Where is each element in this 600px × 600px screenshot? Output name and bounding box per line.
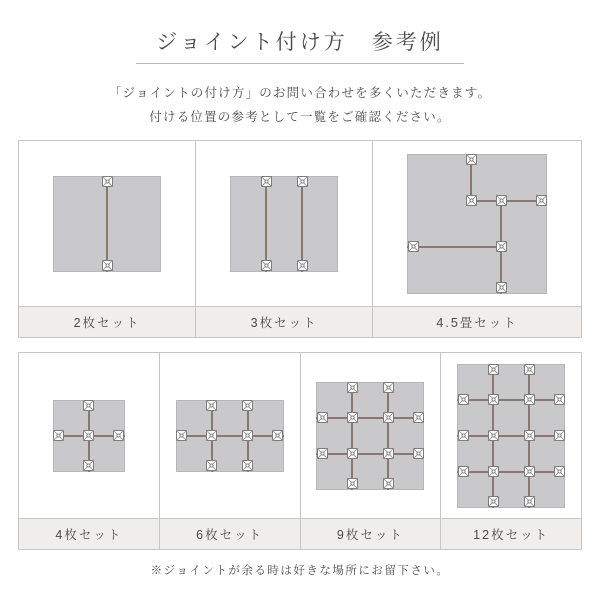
joint-icon <box>524 496 535 507</box>
joint-icon <box>458 466 469 477</box>
joint-icon <box>383 412 394 423</box>
diagram-art-2mat <box>19 141 195 306</box>
mat-layout-3mat <box>230 176 338 272</box>
mat-seam-vertical <box>387 382 389 490</box>
diagram-panel-bottom <box>18 352 582 550</box>
mat-grid <box>407 154 547 294</box>
mat-tile <box>302 176 338 272</box>
diagram-label-9mat: 9枚セット <box>301 518 441 549</box>
diagram-art-12mat <box>441 353 581 518</box>
joint-icon <box>383 448 394 459</box>
joint-icon <box>524 364 535 375</box>
diagram-art-3mat <box>196 141 372 306</box>
mat-tile <box>316 382 424 490</box>
mat-layout-4mat <box>53 400 125 472</box>
mat-grid <box>316 382 424 490</box>
joint-icon <box>317 448 328 459</box>
joint-icon <box>496 241 507 252</box>
joint-icon <box>408 241 419 252</box>
page-title-wrap <box>136 26 464 64</box>
joint-icon <box>466 195 477 206</box>
joint-icon <box>102 176 113 187</box>
page-title: ジョイント付け方 参考例 <box>156 31 444 54</box>
joint-icon <box>496 195 507 206</box>
header <box>0 0 600 130</box>
mat-seam-vertical <box>351 382 353 490</box>
mat-layout-6mat <box>176 400 284 472</box>
mat-seam-horizontal <box>407 246 501 248</box>
diagram-panel-top <box>18 140 582 338</box>
joint-icon <box>488 430 499 441</box>
footer-note: ※ジョイントが余る時は好きな場所にお留下さい。 <box>150 565 450 577</box>
joint-icon <box>383 382 394 393</box>
joint-icon <box>488 394 499 405</box>
joint-icon <box>413 412 424 423</box>
mat-seam-horizontal <box>457 399 565 401</box>
mat-grid <box>176 400 284 472</box>
diagram-label-4mat: 4枚セット <box>19 518 159 549</box>
joint-icon <box>383 478 394 489</box>
joint-icon <box>496 282 507 293</box>
diagram-label-2mat: 2枚セット <box>19 306 195 337</box>
mat-seam-horizontal <box>457 435 565 437</box>
mat-seam-vertical <box>106 176 108 272</box>
joint-icon <box>554 430 565 441</box>
joint-icon <box>113 430 124 441</box>
mat-seam-vertical <box>265 176 267 272</box>
mat-tile <box>266 176 302 272</box>
joint-icon <box>297 260 308 271</box>
mat-tile <box>107 176 161 272</box>
joint-icon <box>347 448 358 459</box>
joint-icon <box>242 430 253 441</box>
joint-icon <box>261 176 272 187</box>
mat-layout-2mat <box>53 176 161 272</box>
joint-icon <box>242 400 253 411</box>
diagram-label-3mat: 3枚セット <box>196 306 372 337</box>
mat-seam-horizontal <box>457 471 565 473</box>
diagram-art-4half <box>373 141 581 306</box>
joint-icon <box>206 430 217 441</box>
joint-icon <box>83 430 94 441</box>
diagram-cell-2mat <box>19 141 195 337</box>
lead-line-1: 「ジョイントの付け方」のお問い合わせを多くいただきます。 <box>108 86 492 100</box>
mat-layout-4half <box>407 154 547 294</box>
joint-icon <box>413 448 424 459</box>
diagram-art-6mat <box>160 353 300 518</box>
lead-line-2: 付ける位置の参考として一覧をご確認ください。 <box>149 109 451 124</box>
mat-tile <box>53 176 107 272</box>
mat-tile <box>230 176 266 272</box>
joint-icon <box>176 430 187 441</box>
joint-icon <box>272 430 283 441</box>
diagram-cell-4mat <box>19 353 159 549</box>
joint-icon <box>206 460 217 471</box>
joint-icon <box>261 260 272 271</box>
joint-icon <box>488 496 499 507</box>
joint-icon <box>458 430 469 441</box>
mat-tile <box>407 154 547 294</box>
joint-icon <box>53 430 64 441</box>
joint-icon <box>554 466 565 477</box>
joint-icon <box>524 394 535 405</box>
joint-icon <box>554 394 565 405</box>
joint-icon <box>206 400 217 411</box>
mat-grid <box>230 176 338 272</box>
diagram-art-4mat <box>19 353 159 518</box>
joint-icon <box>524 466 535 477</box>
joint-icon <box>488 466 499 477</box>
joint-icon <box>536 195 547 206</box>
diagram-cell-6mat <box>159 353 300 549</box>
mat-seam-horizontal <box>176 435 284 437</box>
mat-seam-horizontal <box>316 417 424 419</box>
mat-grid <box>53 400 125 472</box>
joint-icon <box>242 460 253 471</box>
mat-seam-horizontal <box>316 453 424 455</box>
mat-layout-9mat <box>316 382 424 490</box>
diagram-label-4half: 4.5畳セット <box>373 306 581 337</box>
mat-grid <box>457 364 565 508</box>
joint-icon <box>297 176 308 187</box>
joint-icon <box>317 412 328 423</box>
joint-icon <box>488 364 499 375</box>
mat-seam-vertical <box>500 200 502 247</box>
mat-layout-12mat <box>457 364 565 508</box>
diagram-art-9mat <box>301 353 441 518</box>
joint-icon <box>466 154 477 165</box>
joint-icon <box>83 400 94 411</box>
diagram-label-12mat: 12枚セット <box>441 518 581 549</box>
diagram-cell-9mat <box>300 353 441 549</box>
mat-grid <box>53 176 161 272</box>
joint-icon <box>458 394 469 405</box>
diagram-cell-4half <box>372 141 581 337</box>
joint-icon <box>102 260 113 271</box>
joint-icon <box>347 382 358 393</box>
diagram-cell-12mat <box>440 353 581 549</box>
diagram-cell-3mat <box>195 141 372 337</box>
joint-icon <box>83 460 94 471</box>
joint-icon <box>524 430 535 441</box>
mat-seam-vertical <box>301 176 303 272</box>
diagram-label-6mat: 6枚セット <box>160 518 300 549</box>
lead-text <box>0 82 600 130</box>
joint-icon <box>347 412 358 423</box>
title-underline <box>136 63 464 64</box>
joint-icon <box>347 478 358 489</box>
